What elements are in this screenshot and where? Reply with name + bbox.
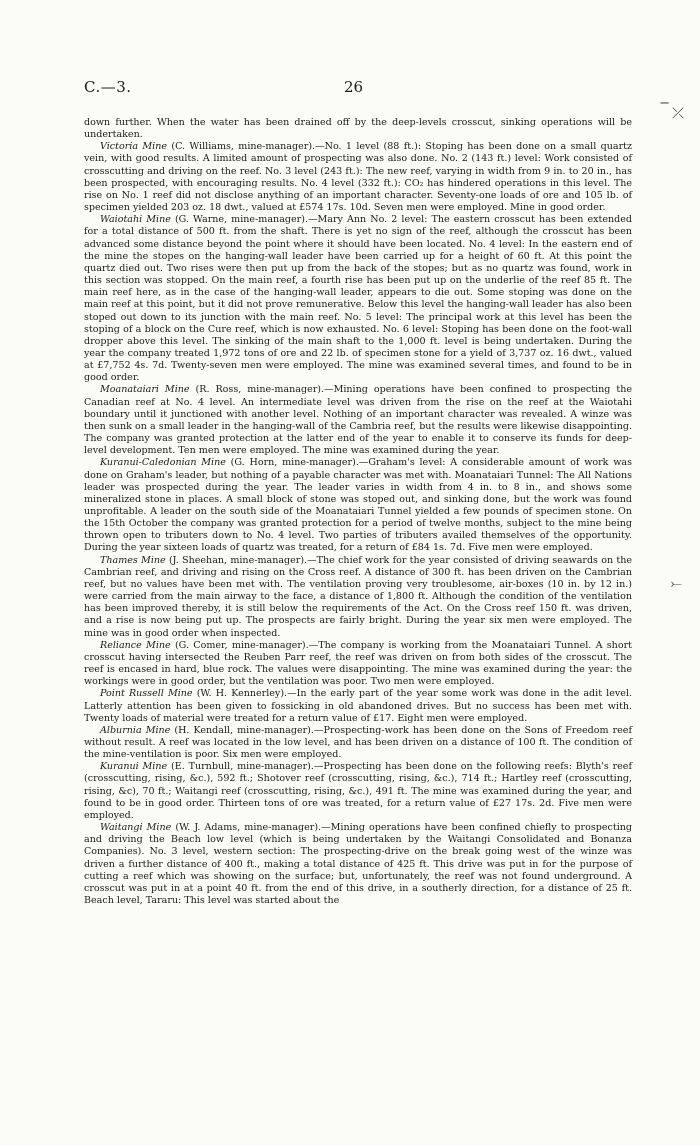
paragraph-text: (R. Ross, mine-manager).—Mining operations have been confined to prospecting the Canadian reef at No. 4 level. An intermediate level was driven from the rise on the reef at the Waiotahi boundary until it junctioned with another level. Nothing of an important character was revealed. A winze was then sunk on a small leader in the hanging-wall of the Cambria reef, but the results were likewise disappointing. The company was granted protection at the latter end of the year to enable it to conserve its funds for deep-level development. Ten men were employed. The mine was examined during the year. [84,384,632,457]
mine-title: Kuranui-Caledonian Mine [100,457,226,469]
paragraph-waitangi-mine [84,822,632,907]
page-number: 26 [344,78,364,96]
paragraph-waiotahi-mine [84,214,632,384]
mine-title: Victoria Mine [100,141,167,153]
mine-title: Thames Mine [100,554,166,566]
margin-mark: ⤫ [671,104,684,122]
mine-title: Reliance Mine [100,639,171,651]
paragraph-text: (G. Warne, mine-manager).—Mary Ann No. 2 level: The eastern crosscut has been extended for a total distance of 500 ft. from the shaft. There is yet no sign of the reef, although the crosscut has been advanced some distance beyond the point where it should have been located. No. 4 level: In the eastern end of the mine the stopes on the hanging-wall leader have been carried up for a height of 60 ft. At this point the quartz died out. Two rises were then put up from the back of the stopes; but as no quartz was found, work in this section was stopped. On the main reef, a fourth rise has been put up on the underlie of the reef 85 ft. The main reef here, as in the case of the hanging-wall leader, appears to die out. Some stoping was done on the main reef at this point, but it did not prove remunerative. Below this level the hanging-wall leader has also been stoped out down to its junction with the main reef. No. 5 level: The principal work at this level has been the stoping of a block on the Cure reef, which is now exhausted. No. 6 level: Stoping has been done on the foot-wall dropper above this level. The sinking of the main shaft to the 1,000 ft. level is being undertaken. During the year the company treated 1,972 tons of ore and 22 lb. of specimen stone for a yield of 3,737 oz. 16 dwt., valued at £7,752 4s. 7d. Twenty-seven men were employed. The mine was examined several times, and found to be in good order. [84,214,632,384]
report-body [84,117,632,907]
paragraph-reliance-mine [84,640,632,689]
continued-paragraph [84,117,632,141]
paragraph-text: (G. Horn, mine-manager).—Graham's level: A considerable amount of work was done on Graham's leader, but nothing of a payable character was met with. Moanataiari Tunnel: The All Nations leader was prospected during the year. The leader varies in width from 4 in. to 8 in., and shows some mineralized stone in places. A small block of stone was stoped out, and sinking done, but the work was found unprofitable. A leader on the south side of the Moanataiari Tunnel yielded a few pounds of specimen stone. On the 15th October the company was granted protection for a period of twelve months, subject to the mine being thrown open to tributers down to No. 4 level. Two parties of tributers availed themselves of the opportunity. During the year sixteen loads of quartz was treated, for a return of £84 1s. 7d. Five men were employed. [84,457,632,554]
paragraph-victoria-mine [84,141,632,214]
paragraph-text: (H. Kendall, mine-manager).—Prospecting-work has been done on the Sons of Freedom reef without result. A reef was located in the low level, and has been driven on a distance of 100 ft. The condition of the mine-ventilation is poor. Six men were employed. [84,724,632,761]
mine-title: Alburnia Mine [100,724,171,736]
paragraph-text: (G. Comer, mine-manager).—The company is working from the Moanataiari Tunnel. A short crosscut having intersected the Reuben Parr reef, the reef was driven on from both sides of the crosscut. The reef is encased in hard, blue rock. The values were disappointing. The mine was examined during the year: the workings were in good order, but the ventilation was poor. Two men were employed. [84,639,632,688]
paragraph-moanataiari-mine [84,384,632,457]
paragraph-text: (J. Sheehan, mine-manager).—The chief work for the year consisted of driving seawards on the Cambrian reef, and driving and rising on the Cross reef. A distance of 300 ft. has been driven on the Cambrian reef, but no values have been met with. The ventilation proving very troublesome, air-boxes (10 in. by 12 in.) were carried from the main airway to the face, a distance of 1,800 ft. Although the condition of the ventilation has been improved thereby, it is still below the requirements of the Act. On the Cross reef 150 ft. was driven, and a rise is now being put up. The prospects are fairly bright. During the year six men were employed. The mine was in good order when inspected. [84,554,632,639]
paragraph-text: (C. Williams, mine-manager).—No. 1 level (88 ft.): Stoping has been done on a small quartz vein, with good results. A limited amount of prospecting was also done. No. 2 (143 ft.) level: Work consisted of crosscutting and driving on the reef. No. 3 level (243 ft.): The new reef, varying in width from 9 in. to 20 in., has been prospected, with encouraging results. No. 4 level (332 ft.): CO₂ has hindered operations in this level. The rise on No. 1 reef did not disclose anything of an important character. Seventy-one loads of ore and 105 lb. of specimen yielded 203 oz. 18 dwt., valued at £574 17s. 10d. Seven men were employed. Mine in good order. [84,141,632,214]
paragraph-text: (W. H. Kennerley).—In the early part of the year some work was done in the adit level. Latterly attention has been given to fossicking in old abandoned drives. But no success has been met with. Twenty loads of material were treated for a return value of £17. Eight men were employed. [84,688,632,724]
paragraph-alburnia-mine [84,725,632,761]
document-reference: C.—3. [84,78,132,96]
paragraph-kuranui-mine [84,761,632,822]
mine-title: Waitangi Mine [100,822,172,834]
margin-mark: ⤚ [670,576,682,592]
mine-title: Moanataiari Mine [100,384,190,396]
margin-mark: − [659,96,670,111]
paragraph-thames-mine [84,555,632,640]
mine-title: Kuranui Mine [100,761,168,773]
paragraph-text: down further. When the water has been drained off by the deep-levels crosscut, sinking operations will be undertaken. [84,117,632,141]
mine-title: Waiotahi Mine [100,214,171,226]
paragraph-kuranui-caledonian-mine [84,457,632,554]
paragraph-text: (E. Turnbull, mine-manager).—Prospecting has been done on the following reefs: Blyth's reef (crosscutting, rising, &c.), 592 ft.; Shotover reef (crosscutting, rising, &c.), 714 ft.; Hartley reef (crosscutting, rising, &c), 70 ft.; Waitangi reef (crosscutting, rising, &c.), 491 ft. The mine was examined during the year, and found to be in good order. Thirteen tons of ore was treated, for a return value of £27 17s. 2d. Five men were employed. [84,761,632,821]
paragraph-text: (W. J. Adams, mine-manager).—Mining operations have been confined chiefly to prospecting and driving the Beach low level (which is being undertaken by the Waitangi Consolidated and Bonanza Companies). No. 3 level, western section: The prospecting-drive on the break going west of the winze was driven a further distance of 400 ft., making a total distance of 425 ft. This drive was put in for the purpose of cutting a reef which was showing on the surface; but, unfortunately, the reef was not found underground. A crosscut was put in at a point 40 ft. from the end of this drive, in a southerly direction, for a distance of 25 ft. Beach level, Tararu: This level was started about the [84,822,633,906]
mine-title: Point Russell Mine [100,688,193,700]
page-header [84,78,632,100]
paragraph-point-russell-mine [84,688,632,724]
